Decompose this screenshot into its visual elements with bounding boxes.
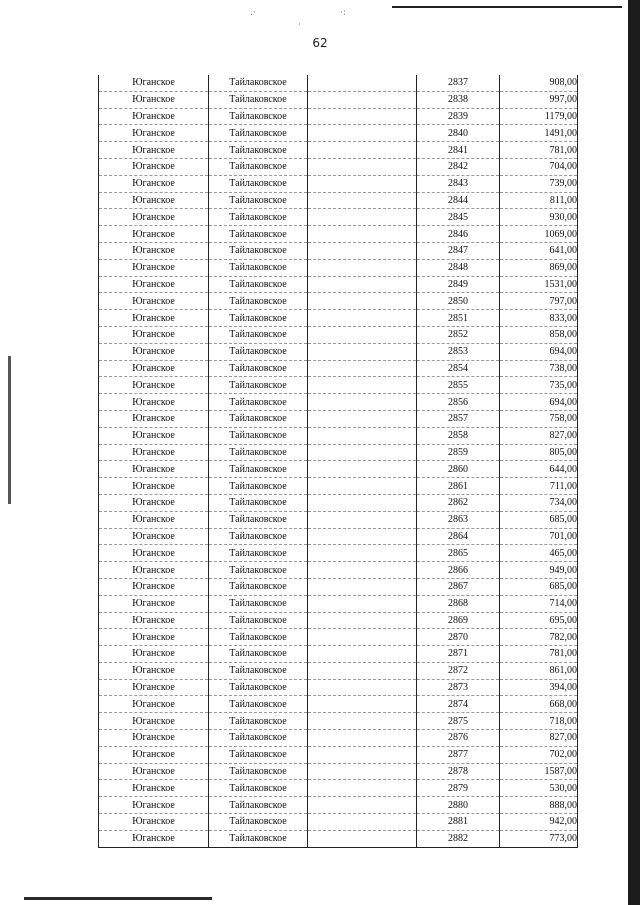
table-row bbox=[99, 410, 578, 427]
field-cell: Юганское bbox=[99, 629, 209, 646]
deposit-cell: Тайлаковское bbox=[209, 494, 308, 511]
empty-cell bbox=[308, 562, 417, 579]
number-cell: 2861 bbox=[417, 478, 500, 495]
empty-cell bbox=[308, 494, 417, 511]
table-row bbox=[99, 830, 578, 847]
number-cell: 2841 bbox=[417, 142, 500, 159]
number-cell: 2863 bbox=[417, 511, 500, 528]
empty-cell bbox=[308, 360, 417, 377]
deposit-cell: Тайлаковское bbox=[209, 427, 308, 444]
value-cell: 530,00 bbox=[500, 780, 578, 797]
table-row bbox=[99, 226, 578, 243]
number-cell: 2878 bbox=[417, 763, 500, 780]
empty-cell bbox=[308, 511, 417, 528]
deposit-cell: Тайлаковское bbox=[209, 175, 308, 192]
field-cell: Юганское bbox=[99, 679, 209, 696]
field-cell: Юганское bbox=[99, 528, 209, 545]
value-cell: 704,00 bbox=[500, 158, 578, 175]
number-cell: 2860 bbox=[417, 461, 500, 478]
scan-noise-mark: · bbox=[298, 20, 301, 30]
empty-cell bbox=[308, 226, 417, 243]
value-cell: 930,00 bbox=[500, 209, 578, 226]
table-row bbox=[99, 646, 578, 663]
deposit-cell: Тайлаковское bbox=[209, 730, 308, 747]
deposit-cell: Тайлаковское bbox=[209, 696, 308, 713]
field-cell: Юганское bbox=[99, 108, 209, 125]
value-cell: 1069,00 bbox=[500, 226, 578, 243]
deposit-cell: Тайлаковское bbox=[209, 646, 308, 663]
field-cell: Юганское bbox=[99, 343, 209, 360]
empty-cell bbox=[308, 394, 417, 411]
field-cell: Юганское bbox=[99, 578, 209, 595]
deposit-cell: Тайлаковское bbox=[209, 108, 308, 125]
table-row bbox=[99, 175, 578, 192]
number-cell: 2865 bbox=[417, 545, 500, 562]
field-cell: Юганское bbox=[99, 696, 209, 713]
empty-cell bbox=[308, 125, 417, 142]
table-row bbox=[99, 662, 578, 679]
deposit-cell: Тайлаковское bbox=[209, 578, 308, 595]
deposit-cell: Тайлаковское bbox=[209, 158, 308, 175]
value-cell: 833,00 bbox=[500, 310, 578, 327]
empty-cell bbox=[308, 310, 417, 327]
empty-cell bbox=[308, 679, 417, 696]
deposit-cell: Тайлаковское bbox=[209, 377, 308, 394]
deposit-cell: Тайлаковское bbox=[209, 629, 308, 646]
table-row bbox=[99, 696, 578, 713]
field-cell: Юганское bbox=[99, 713, 209, 730]
field-cell: Юганское bbox=[99, 410, 209, 427]
deposit-cell: Тайлаковское bbox=[209, 394, 308, 411]
empty-cell bbox=[308, 175, 417, 192]
table-row bbox=[99, 259, 578, 276]
deposit-cell: Тайлаковское bbox=[209, 444, 308, 461]
empty-cell bbox=[308, 410, 417, 427]
value-cell: 869,00 bbox=[500, 259, 578, 276]
empty-cell bbox=[308, 713, 417, 730]
empty-cell bbox=[308, 192, 417, 209]
empty-cell bbox=[308, 797, 417, 814]
value-cell: 811,00 bbox=[500, 192, 578, 209]
deposit-cell: Тайлаковское bbox=[209, 125, 308, 142]
deposit-cell: Тайлаковское bbox=[209, 410, 308, 427]
value-cell: 701,00 bbox=[500, 528, 578, 545]
value-cell: 735,00 bbox=[500, 377, 578, 394]
field-cell: Юганское bbox=[99, 209, 209, 226]
deposit-cell: Тайлаковское bbox=[209, 763, 308, 780]
value-cell: 739,00 bbox=[500, 175, 578, 192]
empty-cell bbox=[308, 646, 417, 663]
table-row bbox=[99, 679, 578, 696]
value-cell: 805,00 bbox=[500, 444, 578, 461]
value-cell: 942,00 bbox=[500, 814, 578, 831]
table-row bbox=[99, 578, 578, 595]
field-cell: Юганское bbox=[99, 814, 209, 831]
number-cell: 2882 bbox=[417, 830, 500, 847]
empty-cell bbox=[308, 91, 417, 108]
value-cell: 718,00 bbox=[500, 713, 578, 730]
number-cell: 2879 bbox=[417, 780, 500, 797]
field-cell: Юганское bbox=[99, 293, 209, 310]
table-row bbox=[99, 125, 578, 142]
field-cell: Юганское bbox=[99, 242, 209, 259]
field-cell: Юганское bbox=[99, 461, 209, 478]
number-cell: 2845 bbox=[417, 209, 500, 226]
empty-cell bbox=[308, 444, 417, 461]
empty-cell bbox=[308, 293, 417, 310]
table-row bbox=[99, 461, 578, 478]
number-cell: 2857 bbox=[417, 410, 500, 427]
empty-cell bbox=[308, 629, 417, 646]
value-cell: 644,00 bbox=[500, 461, 578, 478]
value-cell: 1491,00 bbox=[500, 125, 578, 142]
deposit-cell: Тайлаковское bbox=[209, 797, 308, 814]
number-cell: 2854 bbox=[417, 360, 500, 377]
field-cell: Юганское bbox=[99, 276, 209, 293]
deposit-cell: Тайлаковское bbox=[209, 75, 308, 91]
table-row bbox=[99, 746, 578, 763]
table-row bbox=[99, 158, 578, 175]
empty-cell bbox=[308, 209, 417, 226]
deposit-cell: Тайлаковское bbox=[209, 209, 308, 226]
number-cell: 2862 bbox=[417, 494, 500, 511]
value-cell: 858,00 bbox=[500, 326, 578, 343]
empty-cell bbox=[308, 108, 417, 125]
value-cell: 781,00 bbox=[500, 142, 578, 159]
field-cell: Юганское bbox=[99, 360, 209, 377]
number-cell: 2881 bbox=[417, 814, 500, 831]
empty-cell bbox=[308, 242, 417, 259]
field-cell: Юганское bbox=[99, 612, 209, 629]
number-cell: 2842 bbox=[417, 158, 500, 175]
field-cell: Юганское bbox=[99, 91, 209, 108]
empty-cell bbox=[308, 662, 417, 679]
table-row bbox=[99, 276, 578, 293]
table-row bbox=[99, 192, 578, 209]
deposit-cell: Тайлаковское bbox=[209, 814, 308, 831]
table-row bbox=[99, 75, 578, 91]
number-cell: 2864 bbox=[417, 528, 500, 545]
value-cell: 773,00 bbox=[500, 830, 578, 847]
field-cell: Юганское bbox=[99, 158, 209, 175]
empty-cell bbox=[308, 528, 417, 545]
field-cell: Юганское bbox=[99, 192, 209, 209]
empty-cell bbox=[308, 746, 417, 763]
field-cell: Юганское bbox=[99, 75, 209, 91]
deposit-cell: Тайлаковское bbox=[209, 679, 308, 696]
top-scan-rule bbox=[392, 6, 622, 8]
deposit-cell: Тайлаковское bbox=[209, 226, 308, 243]
number-cell: 2839 bbox=[417, 108, 500, 125]
empty-cell bbox=[308, 75, 417, 91]
table-row bbox=[99, 713, 578, 730]
empty-cell bbox=[308, 545, 417, 562]
value-cell: 465,00 bbox=[500, 545, 578, 562]
field-cell: Юганское bbox=[99, 326, 209, 343]
field-cell: Юганское bbox=[99, 763, 209, 780]
value-cell: 949,00 bbox=[500, 562, 578, 579]
deposit-cell: Тайлаковское bbox=[209, 780, 308, 797]
table-row bbox=[99, 242, 578, 259]
value-cell: 668,00 bbox=[500, 696, 578, 713]
deposit-cell: Тайлаковское bbox=[209, 293, 308, 310]
empty-cell bbox=[308, 427, 417, 444]
value-cell: 702,00 bbox=[500, 746, 578, 763]
field-cell: Юганское bbox=[99, 394, 209, 411]
value-cell: 908,00 bbox=[500, 75, 578, 91]
table-row bbox=[99, 494, 578, 511]
value-cell: 714,00 bbox=[500, 595, 578, 612]
number-cell: 2853 bbox=[417, 343, 500, 360]
empty-cell bbox=[308, 763, 417, 780]
deposit-cell: Тайлаковское bbox=[209, 360, 308, 377]
value-cell: 1531,00 bbox=[500, 276, 578, 293]
table-row bbox=[99, 444, 578, 461]
number-cell: 2843 bbox=[417, 175, 500, 192]
table-row bbox=[99, 142, 578, 159]
value-cell: 694,00 bbox=[500, 343, 578, 360]
deposit-cell: Тайлаковское bbox=[209, 259, 308, 276]
value-cell: 394,00 bbox=[500, 679, 578, 696]
table-row bbox=[99, 478, 578, 495]
number-cell: 2851 bbox=[417, 310, 500, 327]
number-cell: 2872 bbox=[417, 662, 500, 679]
field-cell: Юганское bbox=[99, 427, 209, 444]
empty-cell bbox=[308, 696, 417, 713]
deposit-cell: Тайлаковское bbox=[209, 343, 308, 360]
field-cell: Юганское bbox=[99, 377, 209, 394]
number-cell: 2871 bbox=[417, 646, 500, 663]
number-cell: 2876 bbox=[417, 730, 500, 747]
table-row bbox=[99, 343, 578, 360]
deposit-cell: Тайлаковское bbox=[209, 310, 308, 327]
value-cell: 888,00 bbox=[500, 797, 578, 814]
table-row bbox=[99, 763, 578, 780]
field-cell: Юганское bbox=[99, 662, 209, 679]
table-row bbox=[99, 91, 578, 108]
field-cell: Юганское bbox=[99, 511, 209, 528]
empty-cell bbox=[308, 142, 417, 159]
deposit-cell: Тайлаковское bbox=[209, 192, 308, 209]
number-cell: 2846 bbox=[417, 226, 500, 243]
value-cell: 782,00 bbox=[500, 629, 578, 646]
number-cell: 2869 bbox=[417, 612, 500, 629]
bottom-scan-rule bbox=[24, 897, 212, 900]
value-cell: 827,00 bbox=[500, 730, 578, 747]
field-cell: Юганское bbox=[99, 595, 209, 612]
field-cell: Юганское bbox=[99, 494, 209, 511]
table-row bbox=[99, 209, 578, 226]
field-cell: Юганское bbox=[99, 142, 209, 159]
value-cell: 797,00 bbox=[500, 293, 578, 310]
table-row bbox=[99, 377, 578, 394]
number-cell: 2837 bbox=[417, 75, 500, 91]
number-cell: 2847 bbox=[417, 242, 500, 259]
field-cell: Юганское bbox=[99, 444, 209, 461]
table-body bbox=[99, 75, 578, 847]
value-cell: 685,00 bbox=[500, 578, 578, 595]
field-cell: Юганское bbox=[99, 562, 209, 579]
number-cell: 2852 bbox=[417, 326, 500, 343]
deposit-cell: Тайлаковское bbox=[209, 142, 308, 159]
value-cell: 641,00 bbox=[500, 242, 578, 259]
empty-cell bbox=[308, 814, 417, 831]
empty-cell bbox=[308, 377, 417, 394]
empty-cell bbox=[308, 326, 417, 343]
table-row bbox=[99, 310, 578, 327]
deposit-cell: Тайлаковское bbox=[209, 528, 308, 545]
table-row bbox=[99, 293, 578, 310]
number-cell: 2866 bbox=[417, 562, 500, 579]
empty-cell bbox=[308, 158, 417, 175]
deposit-cell: Тайлаковское bbox=[209, 461, 308, 478]
field-cell: Юганское bbox=[99, 125, 209, 142]
deposit-cell: Тайлаковское bbox=[209, 713, 308, 730]
value-cell: 758,00 bbox=[500, 410, 578, 427]
number-cell: 2870 bbox=[417, 629, 500, 646]
table-row bbox=[99, 562, 578, 579]
scan-noise-mark: ·: bbox=[340, 8, 346, 18]
field-cell: Юганское bbox=[99, 797, 209, 814]
number-cell: 2880 bbox=[417, 797, 500, 814]
value-cell: 1587,00 bbox=[500, 763, 578, 780]
field-cell: Юганское bbox=[99, 175, 209, 192]
empty-cell bbox=[308, 461, 417, 478]
table-row bbox=[99, 511, 578, 528]
table-row bbox=[99, 394, 578, 411]
table-row bbox=[99, 326, 578, 343]
field-cell: Юганское bbox=[99, 646, 209, 663]
empty-cell bbox=[308, 478, 417, 495]
deposit-cell: Тайлаковское bbox=[209, 662, 308, 679]
scan-noise-mark: .· bbox=[250, 8, 256, 18]
table-row bbox=[99, 427, 578, 444]
empty-cell bbox=[308, 780, 417, 797]
number-cell: 2867 bbox=[417, 578, 500, 595]
number-cell: 2858 bbox=[417, 427, 500, 444]
empty-cell bbox=[308, 276, 417, 293]
deposit-cell: Тайлаковское bbox=[209, 242, 308, 259]
value-cell: 738,00 bbox=[500, 360, 578, 377]
field-cell: Юганское bbox=[99, 226, 209, 243]
value-cell: 861,00 bbox=[500, 662, 578, 679]
deposit-cell: Тайлаковское bbox=[209, 545, 308, 562]
empty-cell bbox=[308, 612, 417, 629]
number-cell: 2877 bbox=[417, 746, 500, 763]
empty-cell bbox=[308, 343, 417, 360]
deposit-cell: Тайлаковское bbox=[209, 511, 308, 528]
number-cell: 2849 bbox=[417, 276, 500, 293]
number-cell: 2844 bbox=[417, 192, 500, 209]
deposit-cell: Тайлаковское bbox=[209, 478, 308, 495]
table-row bbox=[99, 612, 578, 629]
value-cell: 734,00 bbox=[500, 494, 578, 511]
table-row bbox=[99, 108, 578, 125]
page-number: 62 bbox=[312, 36, 328, 50]
deposit-cell: Тайлаковское bbox=[209, 612, 308, 629]
field-cell: Юганское bbox=[99, 259, 209, 276]
value-cell: 695,00 bbox=[500, 612, 578, 629]
field-cell: Юганское bbox=[99, 730, 209, 747]
value-cell: 694,00 bbox=[500, 394, 578, 411]
number-cell: 2873 bbox=[417, 679, 500, 696]
table-row bbox=[99, 595, 578, 612]
deposit-cell: Тайлаковское bbox=[209, 276, 308, 293]
field-cell: Юганское bbox=[99, 478, 209, 495]
value-cell: 711,00 bbox=[500, 478, 578, 495]
empty-cell bbox=[308, 730, 417, 747]
table-row bbox=[99, 814, 578, 831]
number-cell: 2850 bbox=[417, 293, 500, 310]
value-cell: 997,00 bbox=[500, 91, 578, 108]
empty-cell bbox=[308, 259, 417, 276]
field-cell: Юганское bbox=[99, 545, 209, 562]
number-cell: 2874 bbox=[417, 696, 500, 713]
empty-cell bbox=[308, 830, 417, 847]
number-cell: 2875 bbox=[417, 713, 500, 730]
number-cell: 2848 bbox=[417, 259, 500, 276]
field-cell: Юганское bbox=[99, 746, 209, 763]
value-cell: 1179,00 bbox=[500, 108, 578, 125]
table-row bbox=[99, 360, 578, 377]
number-cell: 2855 bbox=[417, 377, 500, 394]
field-cell: Юганское bbox=[99, 310, 209, 327]
deposit-cell: Тайлаковское bbox=[209, 830, 308, 847]
number-cell: 2856 bbox=[417, 394, 500, 411]
value-cell: 685,00 bbox=[500, 511, 578, 528]
deposit-cell: Тайлаковское bbox=[209, 91, 308, 108]
left-scan-mark bbox=[8, 356, 11, 504]
table-row bbox=[99, 730, 578, 747]
table-row bbox=[99, 528, 578, 545]
number-cell: 2859 bbox=[417, 444, 500, 461]
deposit-cell: Тайлаковское bbox=[209, 326, 308, 343]
number-cell: 2838 bbox=[417, 91, 500, 108]
deposit-cell: Тайлаковское bbox=[209, 746, 308, 763]
number-cell: 2868 bbox=[417, 595, 500, 612]
deposit-cell: Тайлаковское bbox=[209, 562, 308, 579]
deposit-cell: Тайлаковское bbox=[209, 595, 308, 612]
table-row bbox=[99, 780, 578, 797]
well-data-table bbox=[98, 75, 578, 848]
table-row bbox=[99, 797, 578, 814]
value-cell: 827,00 bbox=[500, 427, 578, 444]
right-scan-edge bbox=[628, 0, 640, 905]
table-row bbox=[99, 629, 578, 646]
field-cell: Юганское bbox=[99, 780, 209, 797]
empty-cell bbox=[308, 595, 417, 612]
empty-cell bbox=[308, 578, 417, 595]
number-cell: 2840 bbox=[417, 125, 500, 142]
field-cell: Юганское bbox=[99, 830, 209, 847]
table-row bbox=[99, 545, 578, 562]
value-cell: 781,00 bbox=[500, 646, 578, 663]
